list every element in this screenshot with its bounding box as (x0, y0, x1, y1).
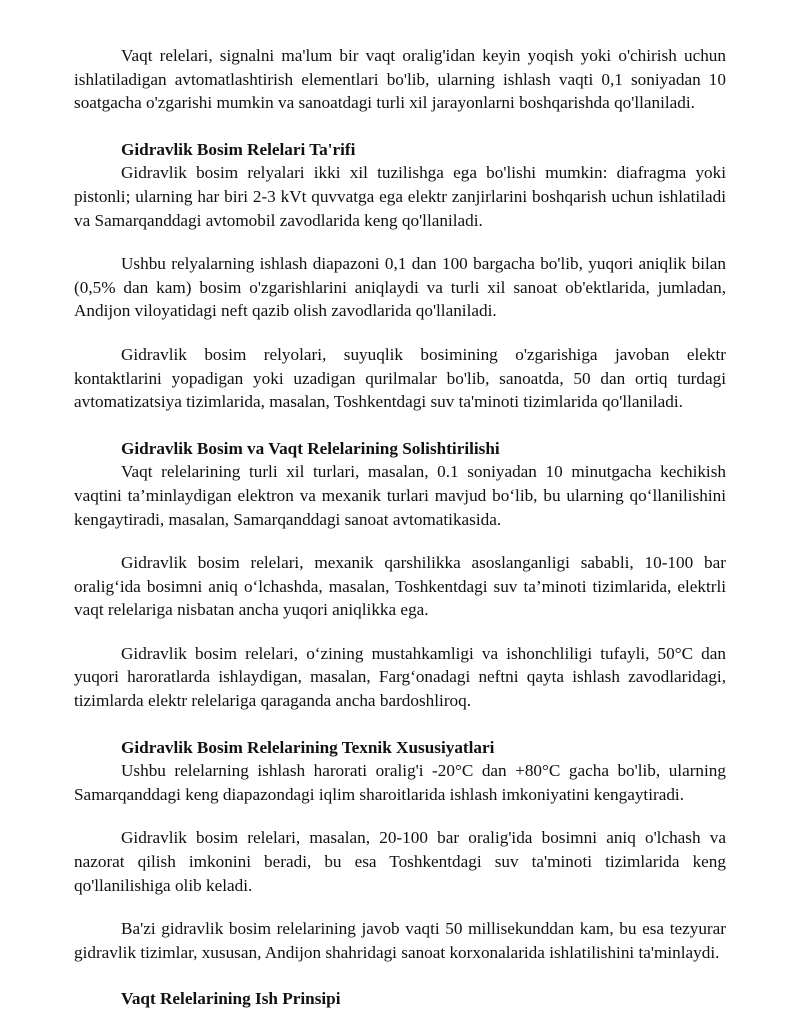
paragraph-durability: Gidravlik bosim relelari, o‘zining mustahkamligi va ishonchliligi tufayli, 50°C dan yuqori haroratlarda ishlaydigan, masalan, Farg‘onadagi neftni qayta ishlash zavodlaridagi, tizimlarda elektr relelariga qaraganda ancha bardoshliroq. (74, 643, 726, 711)
section-heading-definition: Gidravlik Bosim Relelari Ta'rifi (121, 139, 356, 159)
paragraph-intro: Vaqt relelari, signalni ma'lum bir vaqt oralig'idan keyin yoqish yoki o'chirish uchun ishlatiladigan avtomatlashtirish elementlari bo'lib, ularning ishlash vaqti 0,1 soniyadan 10 soatgacha o'zgarishi mumkin va sanoatdagi turli xil jarayonlarni boshqarishda qo'llaniladi. (74, 46, 726, 113)
paragraph-time-relay-types: Vaqt relelarining turli xil turlari, masalan, 0.1 soniyadan 10 minutgacha kechikish vaqtini ta’minlaydigan elektron va mexanik turlari mavjud bo‘lib, bu ularning qo‘llanilishini kengaytiradi, masalan, Samarqanddagi sanoat avtomatikasida. (74, 462, 726, 529)
section-heading-comparison: Gidravlik Bosim va Vaqt Relelarining Solishtirilishi (121, 438, 500, 458)
paragraph-pressure-control: Gidravlik bosim relelari, masalan, 20-100 bar oralig'ida bosimni aniq o'lchash va nazorat qilish imkonini beradi, bu esa Toshkentdagi suv ta'minoti tizimlarida keng qo'llanilishiga olib keladi. (74, 828, 726, 895)
paragraph-relay-types: Gidravlik bosim relyalari ikki xil tuzilishga ega bo'lishi mumkin: diafragma yoki pistonli; ularning har biri 2-3 kVt quvvatga ega elektr zanjirlarini boshqarish uchun ishlatiladi va Samarqanddagi avtomobil zavodlarida keng qo'llaniladi. (74, 163, 726, 230)
section-heading-specifications: Gidravlik Bosim Relelarining Texnik Xususiyatlari (121, 737, 495, 757)
paragraph-function: Gidravlik bosim relyolari, suyuqlik bosimining o'zgarishiga javoban elektr kontaktlarini yopadigan yoki uzadigan qurilmalar bo'lib, sanoatda, 50 dan ortiq turdagi avtomatizatsiya tizimlarida, masalan, Toshkentdagi suv ta'minoti tizimlarida qo'llaniladi. (74, 344, 726, 412)
paragraph-range: Ushbu relyalarning ishlash diapazoni 0,1 dan 100 bargacha bo'lib, yuqori aniqlik bilan (0,5% dan kam) bosim o'zgarishlarini aniqlaydi va turli xil sanoat ob'ektlarida, jumladan, Andijon viloyatidagi neft qazib olish zavodlarida qo'llaniladi. (74, 254, 726, 321)
paragraph-response-time: Ba'zi gidravlik bosim relelarining javob vaqti 50 millisekunddan kam, bu esa tezyurar gidravlik tizimlar, xususan, Andijon shahridagi sanoat korxonalarida ishlatilishini ta'minlaydi. (74, 919, 726, 962)
paragraph-accuracy: Gidravlik bosim relelari, mexanik qarshilikka asoslanganligi sababli, 10-100 bar oralig‘ida bosimni aniq o‘lchashda, masalan, Toshkentdagi suv ta’minoti tizimlarida, elektrli vaqt relelariga nisbatan ancha yuqori aniqlikka ega. (74, 553, 726, 620)
paragraph-temperature: Ushbu relelarning ishlash harorati oralig'i -20°C dan +80°C gacha bo'lib, ularning Samarqanddagi keng diapazondagi iqlim sharoitlarida ishlash imkoniyatini kengaytiradi. (74, 761, 726, 804)
section-heading-working-principle: Vaqt Relelarining Ish Prinsipi (121, 989, 341, 1009)
